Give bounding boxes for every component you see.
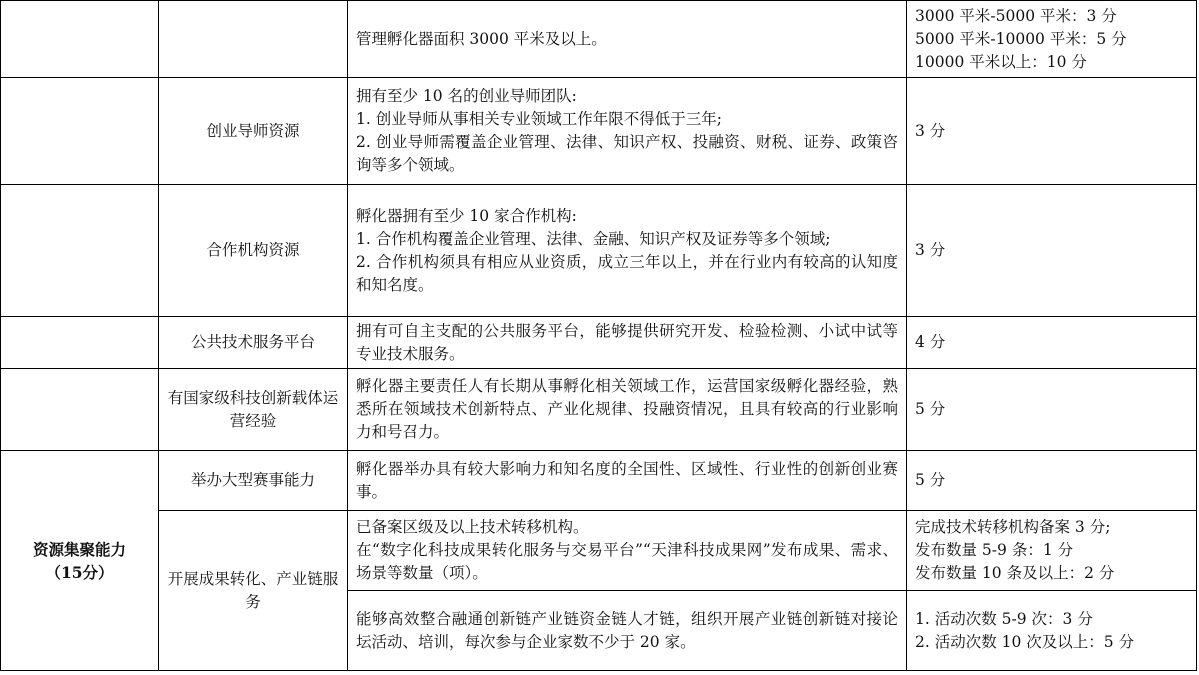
requirement-text: 2. 合作机构须具有相应从业资质，成立三年以上，并在行业内有较高的认知度和知名度。 xyxy=(356,252,898,294)
score-text: 3 分 xyxy=(915,241,946,259)
item-cell: 开展成果转化、产业链服务 xyxy=(159,511,348,671)
table-row xyxy=(1,451,1197,511)
score-cell xyxy=(907,451,1197,511)
category-name: 资源集聚能力 xyxy=(32,539,126,559)
score-cell xyxy=(907,185,1197,317)
requirement-text: 能够高效整合融通创新链产业链资金链人才链，组织开展产业链创新链对接论坛活动、培训，每次参与企业家数不少于 20 家。 xyxy=(356,609,898,651)
requirement-text: 孵化器主要责任人有长期从事孵化相关领域工作，运营国家级孵化器经验，熟悉所在领域技术创新特点、产业化规律、投融资情况，且具有较高的行业影响力和号召力。 xyxy=(356,377,898,441)
requirement-cell xyxy=(348,511,907,591)
item-cell: 举办大型赛事能力 xyxy=(159,451,348,511)
requirement-text: 管理孵化器面积 3000 平米及以上。 xyxy=(356,29,607,48)
item-cell xyxy=(159,1,348,78)
score-cell xyxy=(907,511,1197,591)
score-text: 发布数量 5-9 条：1 分 xyxy=(915,541,1074,559)
score-text: 5000 平米-10000 平米：5 分 xyxy=(915,29,1127,48)
category-cell-empty xyxy=(1,78,159,185)
table-row xyxy=(1,511,1197,591)
requirement-text: 孵化器举办具有较大影响力和知名度的全国性、区域性、行业性的创新创业赛事。 xyxy=(356,459,898,501)
score-cell xyxy=(907,78,1197,185)
item-cell: 公共技术服务平台 xyxy=(159,317,348,369)
category-cell-empty xyxy=(1,369,159,451)
requirement-text: 2. 创业导师需覆盖企业管理、法律、知识产权、投融资、财税、证券、政策咨询等多个领域。 xyxy=(356,133,898,174)
requirement-text: 孵化器拥有至少 10 家合作机构: xyxy=(356,206,577,225)
table-row xyxy=(1,1,1197,78)
table-row xyxy=(1,369,1197,451)
category-cell-empty xyxy=(1,317,159,369)
score-text: 4 分 xyxy=(915,333,946,351)
score-cell xyxy=(907,1,1197,78)
requirement-text: 1. 合作机构覆盖企业管理、法律、金融、知识产权及证券等多个领域; xyxy=(356,229,831,248)
requirement-cell xyxy=(348,185,907,317)
requirement-text: 1. 创业导师从事相关专业领域工作年限不得低于三年; xyxy=(356,110,722,128)
table-row xyxy=(1,78,1197,185)
requirement-text: 拥有可自主支配的公共服务平台，能够提供研究开发、检验检测、小试中试等专业技术服务。 xyxy=(356,321,898,363)
table-row xyxy=(1,317,1197,369)
requirement-cell xyxy=(348,591,907,671)
item-cell: 创业导师资源 xyxy=(159,78,348,185)
requirement-text: 在“数字化科技成果转化服务与交易平台”“天津科技成果网”发布成果、需求、场景等数量（项）。 xyxy=(356,541,898,582)
category-cell-empty xyxy=(1,1,159,78)
requirement-cell xyxy=(348,78,907,185)
category-cell xyxy=(1,451,159,671)
score-text: 1. 活动次数 5-9 次：3 分 xyxy=(915,609,1093,628)
item-cell: 有国家级科技创新载体运营经验 xyxy=(159,369,348,451)
score-text: 3000 平米-5000 平米：3 分 xyxy=(915,6,1117,25)
requirement-text: 拥有至少 10 名的创业导师团队: xyxy=(356,87,577,105)
table-row xyxy=(1,185,1197,317)
item-cell: 合作机构资源 xyxy=(159,185,348,317)
requirement-text: 已备案区级及以上技术转移机构。 xyxy=(356,518,589,536)
requirement-cell xyxy=(348,369,907,451)
requirement-cell xyxy=(348,451,907,511)
score-text: 5 分 xyxy=(915,471,946,489)
requirement-cell xyxy=(348,1,907,78)
score-text: 完成技术转移机构备案 3 分; xyxy=(915,518,1111,536)
score-text: 发布数量 10 条及以上：2 分 xyxy=(915,564,1115,582)
score-text: 3 分 xyxy=(915,121,946,140)
score-text: 2. 活动次数 10 次及以上：5 分 xyxy=(915,632,1135,651)
score-cell xyxy=(907,591,1197,671)
score-text: 5 分 xyxy=(915,400,946,418)
category-cell-empty xyxy=(1,185,159,317)
category-points: （15分） xyxy=(45,562,114,582)
score-cell xyxy=(907,317,1197,369)
score-cell xyxy=(907,369,1197,451)
score-text: 10000 平米以上：10 分 xyxy=(915,52,1087,71)
requirement-cell xyxy=(348,317,907,369)
